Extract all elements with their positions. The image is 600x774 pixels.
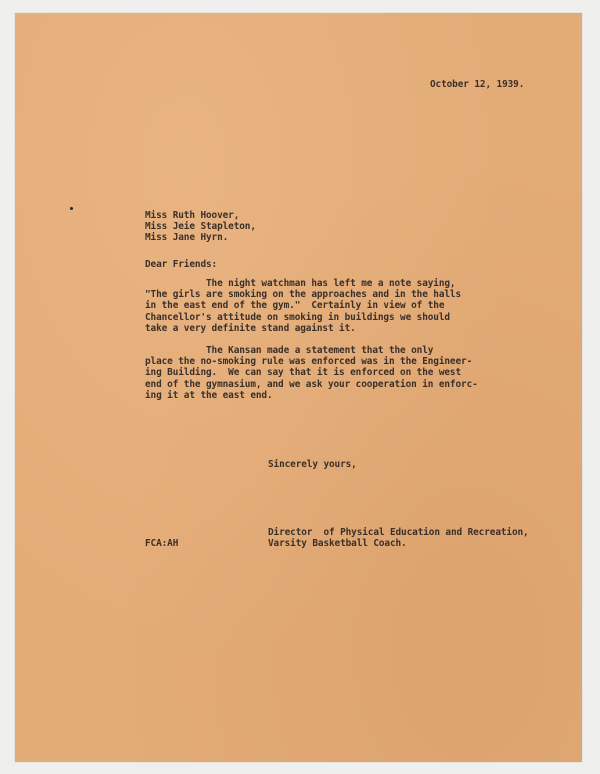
letter-date: October 12, 1939. (430, 79, 525, 90)
paragraph-2 (145, 345, 478, 401)
paragraph-line: place the no-smoking rule was enforced was in the Engineer- (145, 356, 473, 368)
paragraph-line: in the east end of the gym." Certainly in view of the (145, 300, 445, 312)
paragraph-line: end of the gymnasium, and we ask your cooperation in enforc- (145, 378, 478, 390)
paragraph-line: "The girls are smoking on the approaches and in the halls (145, 289, 462, 301)
recipient-line: Miss Ruth Hoover, (145, 210, 240, 221)
paragraph-line: The Kansan made a statement that the only (145, 345, 434, 356)
closing: Sincerely yours, (268, 459, 357, 470)
paragraph-line: The night watchman has left me a note saying, (145, 278, 456, 289)
signature-line: Varsity Basketball Coach. (268, 538, 407, 550)
recipient-line: Miss Jane Hyrn. (145, 232, 229, 244)
ink-speck (70, 207, 73, 210)
salutation: Dear Friends: (145, 259, 218, 270)
initials: FCA:AH (145, 538, 179, 549)
paragraph-line: take a very definite stand against it. (145, 322, 356, 334)
paragraph-line: Chancellor's attitude on smoking in buildings we should (145, 311, 450, 323)
paragraph-line: ing it at the east end. (145, 389, 273, 401)
paragraph-line: ing Building. We can say that it is enforced on the west (145, 367, 462, 379)
paragraph-1 (145, 278, 461, 334)
recipient-line: Miss Jeie Stapleton, (145, 221, 256, 233)
signature-line: Director of Physical Education and Recreation, (268, 527, 529, 538)
signature-block (268, 527, 529, 549)
recipient-list (145, 210, 256, 244)
